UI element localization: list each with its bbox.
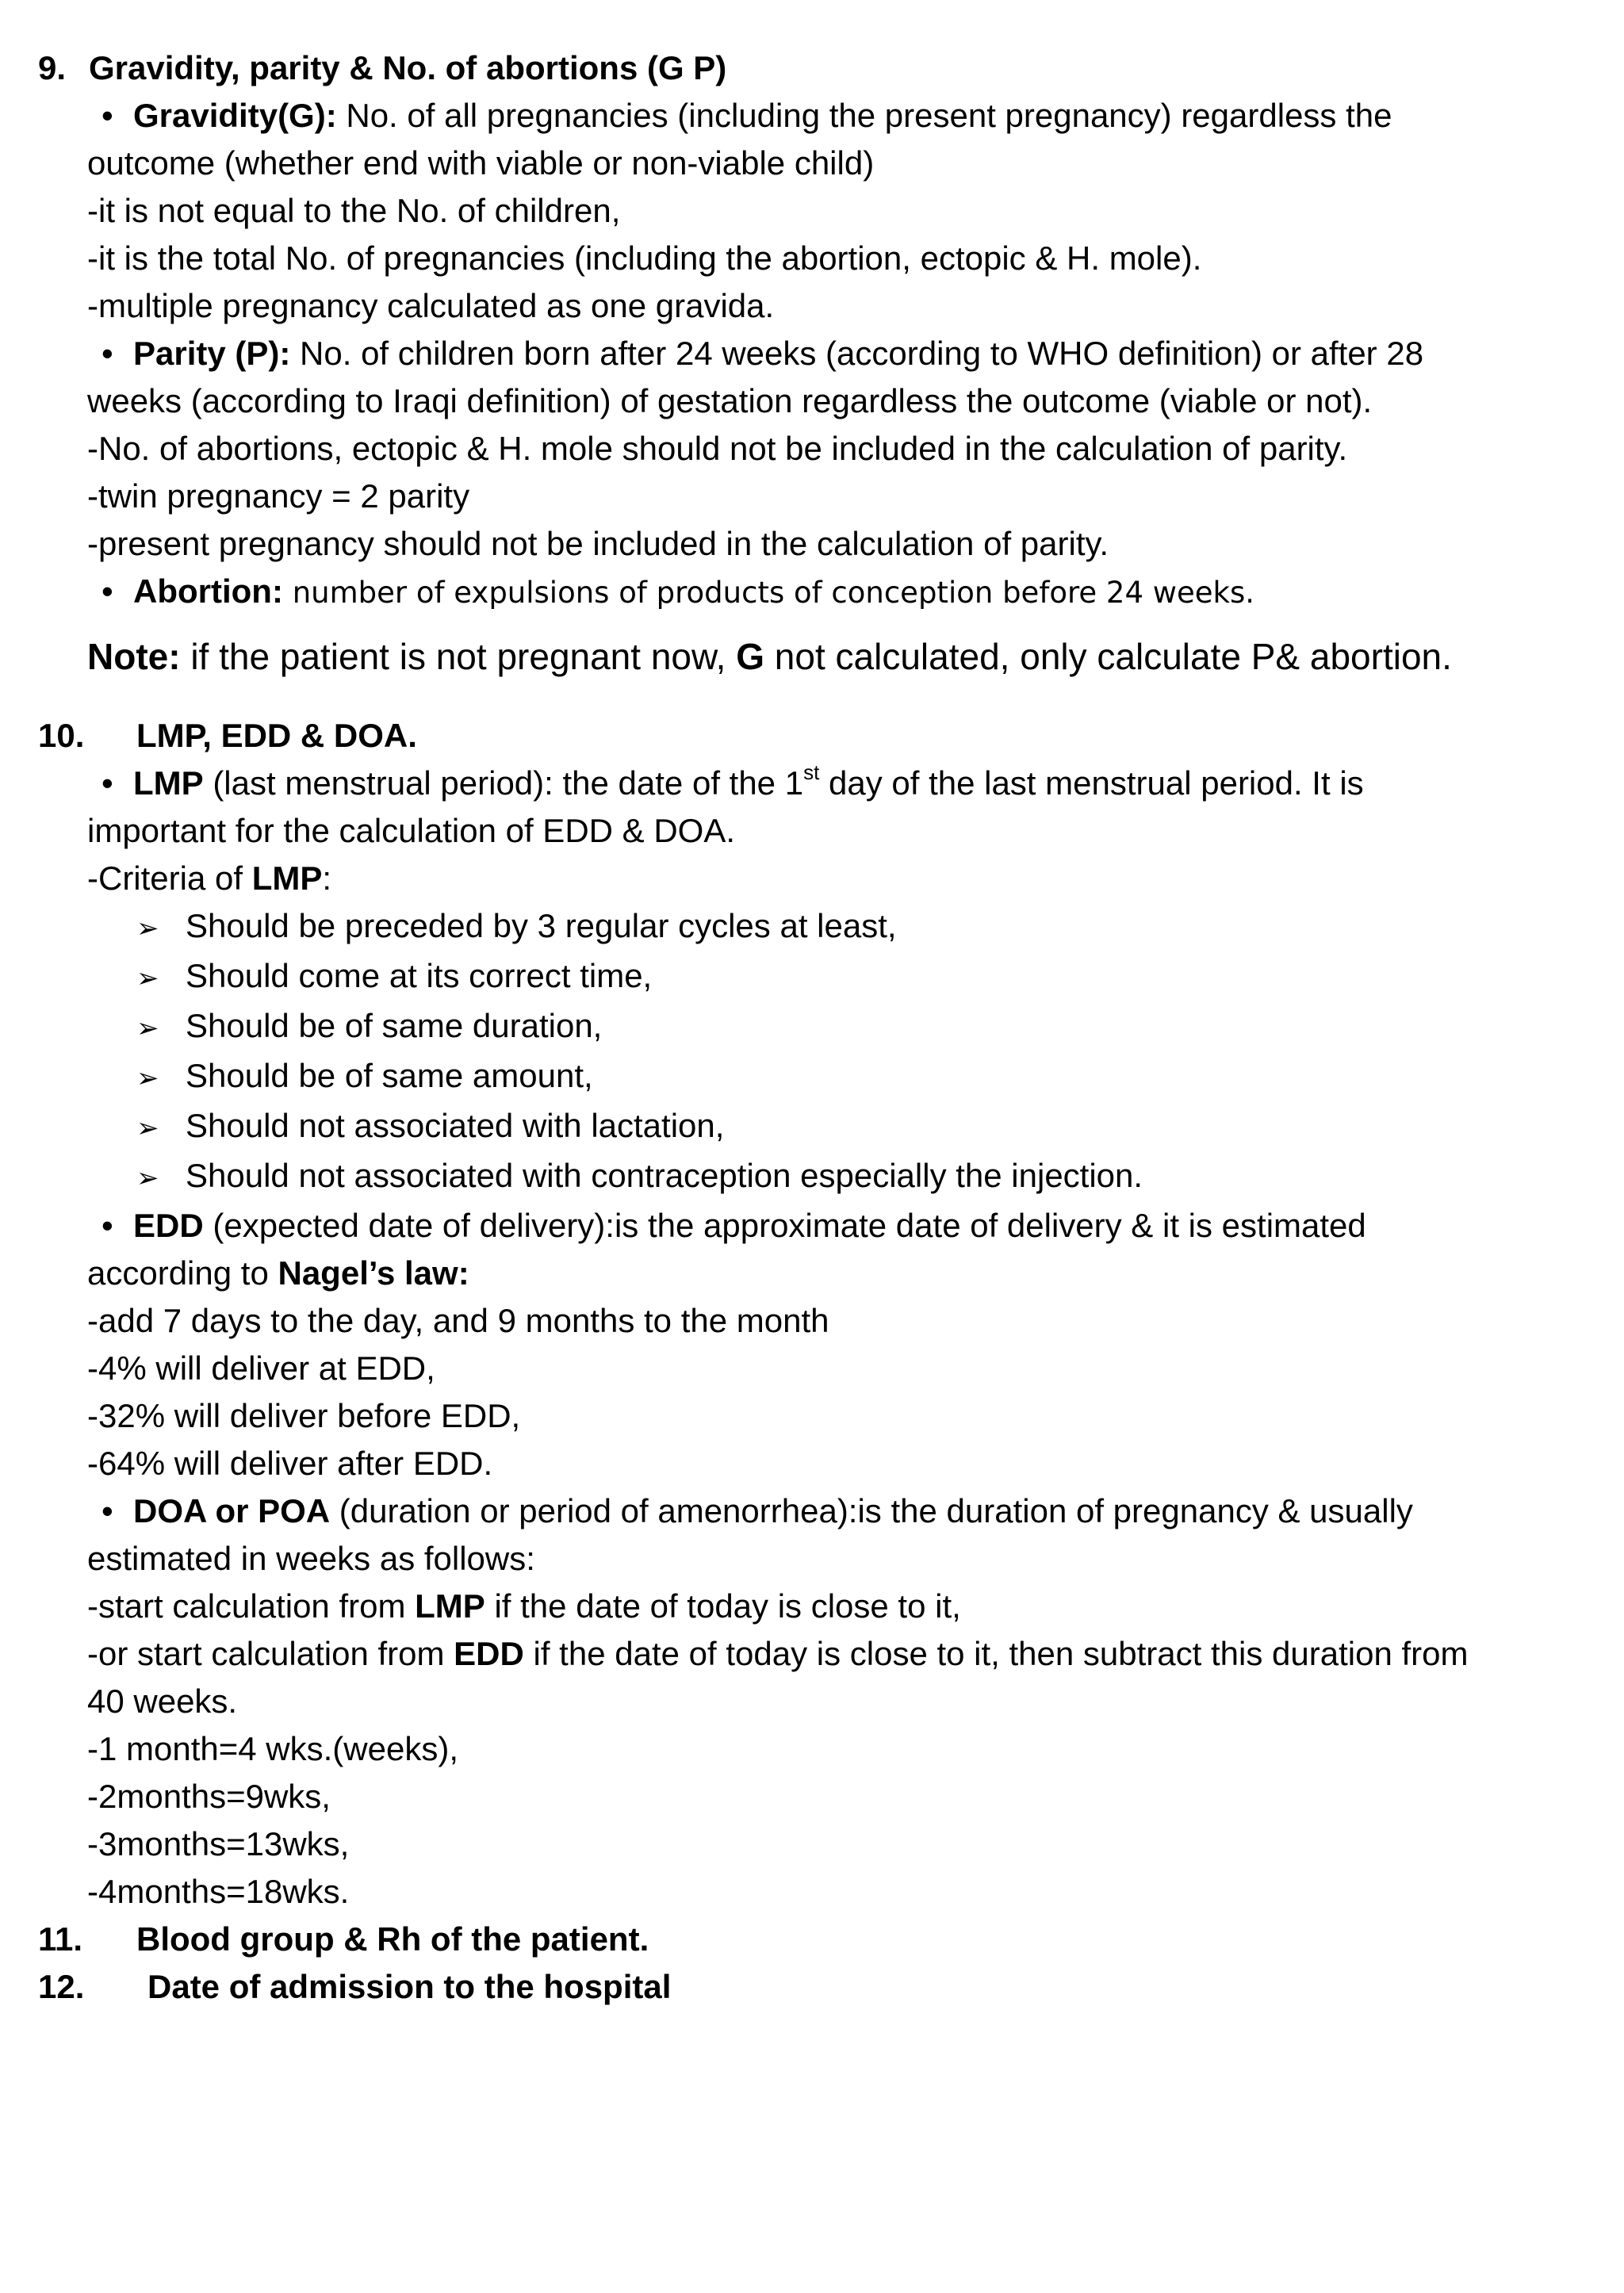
month-conversion: -2months=9wks, [87, 1778, 331, 1815]
abortion-definition-text: number of expulsions of products of conception before 24 weeks. [282, 576, 1254, 610]
list-item [136, 952, 1592, 1002]
list-item [136, 902, 1592, 952]
arrow-bullet-icon: ➢ [136, 913, 159, 944]
bullet-icon: • [102, 1207, 113, 1244]
section-10-heading [38, 712, 1592, 760]
edd-note: -4% will deliver at EDD, [87, 1349, 435, 1387]
arrow-bullet-icon: ➢ [136, 1062, 159, 1094]
arrow-bullet-icon: ➢ [136, 1013, 159, 1044]
doa-lmp-prefix: -start calculation from [87, 1587, 416, 1625]
parity-definition [87, 330, 1592, 377]
nagels-law-label: Nagel’s law: [278, 1254, 469, 1292]
section-title: LMP, EDD & DOA. [136, 717, 417, 754]
gravidity-note: -multiple pregnancy calculated as one gravida. [87, 287, 775, 324]
gravidity-definition [87, 92, 1592, 140]
list-item [136, 1002, 1592, 1052]
doa-definition-cont: estimated in weeks as follows: [87, 1540, 535, 1577]
bullet-icon: • [102, 335, 113, 372]
parity-note: -present pregnancy should not be included in the calculation of parity. [87, 525, 1109, 562]
parity-definition-text: No. of children born after 24 weeks (according to WHO definition) or after 28 [290, 335, 1424, 372]
parity-note: -No. of abortions, ectopic & H. mole should not be included in the calculation of parity. [87, 430, 1348, 467]
list-item [136, 1152, 1592, 1202]
note-label: Note: [87, 636, 181, 677]
bullet-icon: • [102, 1492, 113, 1529]
gravidity-definition-cont: outcome (whether end with viable or non-viable child) [87, 144, 875, 182]
arrow-bullet-icon: ➢ [136, 1112, 159, 1144]
doa-definition [87, 1487, 1592, 1535]
gravidity-note: -it is not equal to the No. of children, [87, 192, 621, 229]
lmp-definition-text: (last menstrual period): the date of the 1 [203, 764, 804, 802]
doa-edd-line-cont: 40 weeks. [87, 1682, 238, 1720]
month-conversion: -1 month=4 wks.(weeks), [87, 1730, 458, 1767]
lmp-criteria-list [136, 902, 1592, 1202]
lmp-definition-text-end: day of the last menstrual period. It is [819, 764, 1364, 802]
month-conversion: -3months=13wks, [87, 1825, 350, 1862]
section-number: 10. [38, 717, 85, 754]
doa-lmp-line [87, 1583, 1592, 1630]
criteria-text: Should be preceded by 3 regular cycles at least, [186, 907, 897, 944]
edd-definition [87, 1202, 1592, 1250]
criteria-suffix: : [322, 859, 332, 897]
doa-edd-line [87, 1630, 1592, 1678]
edd-law-prefix: according to [87, 1254, 278, 1292]
ordinal-suffix: st [803, 760, 820, 784]
criteria-text: Should not associated with lactation, [186, 1107, 725, 1144]
section-12-heading [38, 1963, 1592, 2011]
gravidity-note: -it is the total No. of pregnancies (including the abortion, ectopic & H. mole). [87, 239, 1202, 277]
edd-definition-text: (expected date of delivery):is the approximate date of delivery & it is estimated [203, 1207, 1366, 1244]
edd-definition-cont [87, 1250, 1592, 1297]
note-g: G [736, 636, 765, 677]
parity-note: -twin pregnancy = 2 parity [87, 477, 470, 515]
edd-label: EDD [133, 1207, 204, 1244]
month-conversion: -4months=18wks. [87, 1873, 350, 1910]
doa-lmp-bold: LMP [415, 1587, 485, 1625]
gravidity-label: Gravidity(G): [133, 97, 337, 134]
arrow-bullet-icon: ➢ [136, 963, 159, 994]
lmp-label: LMP [133, 764, 204, 802]
criteria-label: LMP [251, 859, 323, 897]
bullet-icon: • [102, 572, 113, 610]
bullet-icon: • [102, 97, 113, 134]
doa-lmp-suffix: if the date of today is close to it, [485, 1587, 961, 1625]
list-item [136, 1052, 1592, 1102]
note-paragraph [87, 633, 1592, 680]
note-text-end: not calculated, only calculate P& abortion. [764, 636, 1452, 677]
abortion-definition [87, 568, 1592, 617]
section-title: Date of admission to the hospital [147, 1968, 672, 2005]
doa-edd-prefix: -or start calculation from [87, 1635, 454, 1672]
section-number: 11. [38, 1920, 83, 1958]
document-page [38, 44, 1592, 2011]
lmp-definition [87, 760, 1592, 807]
section-number: 12. [38, 1968, 85, 2005]
criteria-text: Should not associated with contraception especially the injection. [186, 1157, 1143, 1194]
section-11-heading [38, 1916, 1592, 1963]
criteria-text: Should be of same amount, [186, 1057, 593, 1094]
lmp-criteria-heading [87, 855, 1592, 902]
note-text: if the patient is not pregnant now, [180, 636, 737, 677]
edd-note: -32% will deliver before EDD, [87, 1397, 521, 1434]
parity-label: Parity (P): [133, 335, 291, 372]
criteria-prefix: -Criteria of [87, 859, 252, 897]
section-number: 9. [38, 49, 67, 86]
arrow-bullet-icon: ➢ [136, 1162, 159, 1194]
doa-edd-bold: EDD [454, 1635, 524, 1672]
lmp-definition-cont: important for the calculation of EDD & DOA. [87, 812, 736, 849]
edd-note: -add 7 days to the day, and 9 months to the month [87, 1302, 829, 1339]
gravidity-block [87, 92, 1592, 680]
list-item [136, 1102, 1592, 1152]
doa-label: DOA or POA [133, 1492, 331, 1529]
parity-definition-cont: weeks (according to Iraqi definition) of gestation regardless the outcome (viable or not). [87, 382, 1373, 419]
criteria-text: Should be of same duration, [186, 1007, 603, 1044]
abortion-label: Abortion: [133, 572, 283, 610]
gravidity-definition-text: No. of all pregnancies (including the present pregnancy) regardless the [336, 97, 1392, 134]
doa-edd-suffix: if the date of today is close to it, then subtract this duration from [523, 1635, 1469, 1672]
section-title: Gravidity, parity & No. of abortions (G P) [89, 49, 727, 86]
bullet-icon: • [102, 764, 113, 802]
criteria-text: Should come at its correct time, [186, 957, 653, 994]
section-title: Blood group & Rh of the patient. [136, 1920, 649, 1958]
lmp-block [87, 760, 1592, 1916]
doa-definition-text: (duration or period of amenorrhea):is the duration of pregnancy & usually [330, 1492, 1413, 1529]
edd-note: -64% will deliver after EDD. [87, 1445, 493, 1482]
section-9-heading [38, 44, 1592, 92]
